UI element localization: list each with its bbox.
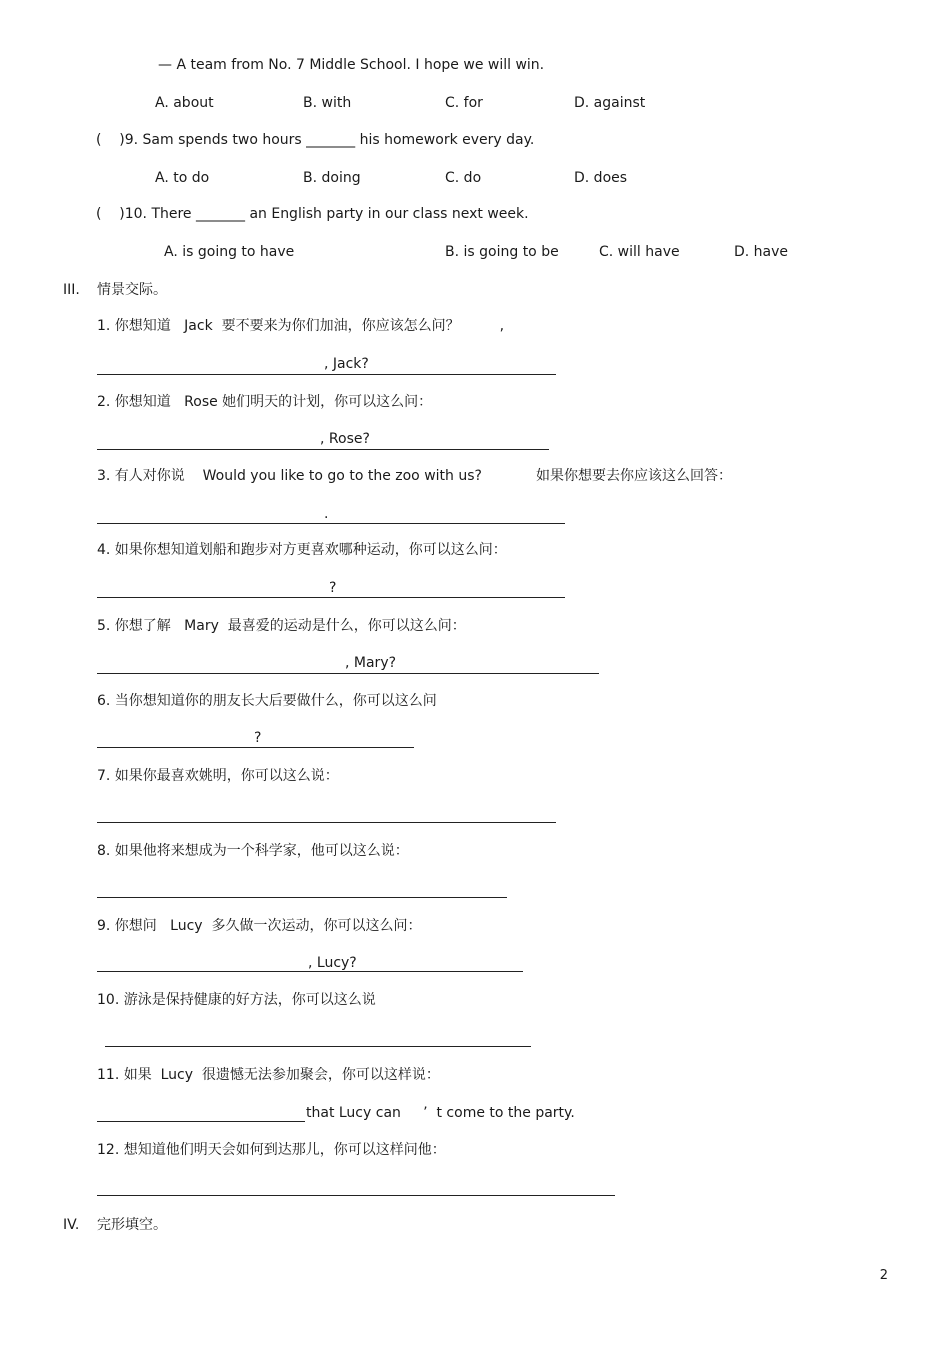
item10-option-c: C. will have xyxy=(599,244,680,260)
q8-answer-line[interactable] xyxy=(97,897,507,898)
q4-answer-hint: ? xyxy=(329,580,337,596)
q2-answer-line[interactable] xyxy=(97,449,549,450)
item10-option-a: A. is going to have xyxy=(164,244,295,260)
q8-prompt: 8. 如果他将来想成为一个科学家，他可以这么说： xyxy=(97,843,409,859)
q6-answer-line[interactable] xyxy=(97,747,414,748)
q3-answer-line[interactable] xyxy=(97,523,565,524)
item9-question: ( )9. Sam spends two hours _______ his homework every day. xyxy=(96,132,535,148)
q5-answer-line[interactable] xyxy=(97,673,599,674)
section3-numeral: III. xyxy=(63,282,80,298)
q3-answer-hint: . xyxy=(324,506,329,522)
q11-answer-hint: that Lucy can ’ t come to the party. xyxy=(306,1105,575,1121)
item8-option-c: C. for xyxy=(445,95,483,111)
item8-option-a: A. about xyxy=(155,95,214,111)
q5-prompt: 5. 你想了解 Mary 最喜爱的运动是什么，你可以这么问： xyxy=(97,618,466,634)
item10-option-d: D. have xyxy=(734,244,789,260)
q1-answer-hint: , Jack? xyxy=(324,356,369,372)
q4-prompt: 4. 如果你想知道划船和跑步对方更喜欢哪种运动，你可以这么问： xyxy=(97,542,507,558)
q3-prompt: 3. 有人对你说 Would you like to go to the zoo with us? xyxy=(97,468,482,484)
q4-answer-line[interactable] xyxy=(97,597,565,598)
q10-answer-line[interactable] xyxy=(105,1046,531,1047)
section4-numeral: IV. xyxy=(63,1217,80,1233)
q6-answer-hint: ? xyxy=(254,730,262,746)
q11-prompt: 11. 如果 Lucy 很遗憾无法参加聚会，你可以这样说： xyxy=(97,1067,440,1083)
item9-option-b: B. doing xyxy=(303,170,361,186)
q7-answer-line[interactable] xyxy=(97,822,556,823)
section4-title: 完形填空。 xyxy=(97,1217,167,1233)
q1-prompt: 1. 你想知道 Jack 要不要来为你们加油，你应该怎么问？ , xyxy=(97,318,505,334)
q10-prompt: 10. 游泳是保持健康的好方法，你可以这么说 xyxy=(97,992,376,1008)
q1-answer-line[interactable] xyxy=(97,374,556,375)
item10-question: ( )10. There _______ an English party in our class next week. xyxy=(96,206,529,222)
q2-answer-hint: , Rose? xyxy=(320,431,370,447)
q11-answer-line[interactable] xyxy=(97,1121,305,1122)
q7-prompt: 7. 如果你最喜欢姚明，你可以这么说： xyxy=(97,768,339,784)
item9-option-a: A. to do xyxy=(155,170,210,186)
q2-prompt: 2. 你想知道 Rose 她们明天的计划，你可以这么问： xyxy=(97,394,433,410)
item9-option-d: D. does xyxy=(574,170,628,186)
q3-prompt-tail: 如果你想要去你应该这么回答： xyxy=(536,468,732,484)
q5-answer-hint: , Mary? xyxy=(345,655,397,671)
item8-option-b: B. with xyxy=(303,95,352,111)
item8-response: — A team from No. 7 Middle School. I hope we will win. xyxy=(158,57,545,73)
q6-prompt: 6. 当你想知道你的朋友长大后要做什么，你可以这么问 xyxy=(97,693,437,709)
section3-title: 情景交际。 xyxy=(97,282,167,298)
q12-prompt: 12. 想知道他们明天会如何到达那儿，你可以这样问他： xyxy=(97,1142,446,1158)
item9-option-c: C. do xyxy=(445,170,482,186)
item8-option-d: D. against xyxy=(574,95,646,111)
page-number: 2 xyxy=(879,1268,888,1283)
q12-answer-line[interactable] xyxy=(97,1195,615,1196)
q9-answer-hint: , Lucy? xyxy=(308,955,357,971)
item10-option-b: B. is going to be xyxy=(445,244,559,260)
q9-prompt: 9. 你想问 Lucy 多久做一次运动，你可以这么问： xyxy=(97,918,422,934)
